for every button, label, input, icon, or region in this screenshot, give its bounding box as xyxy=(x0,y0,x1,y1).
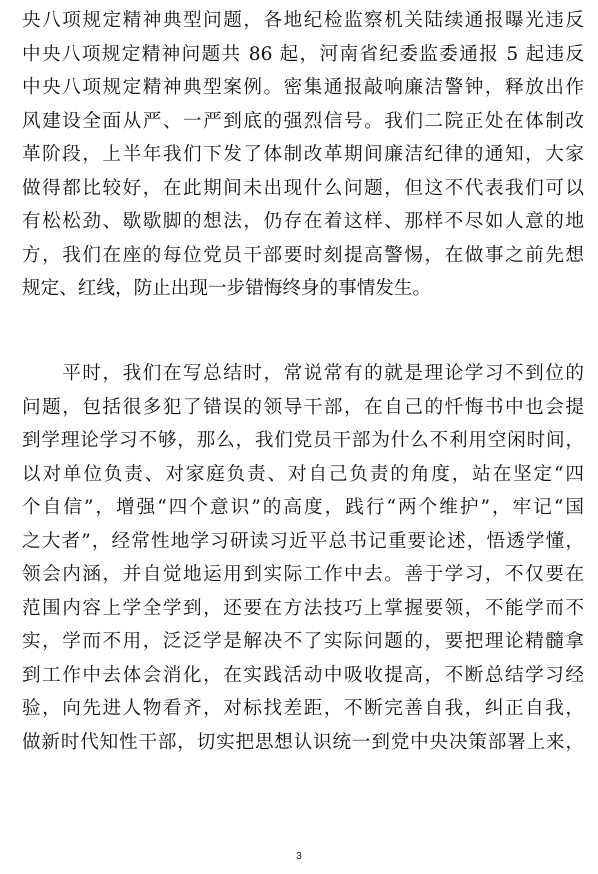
text-line: 中央八项规定精神问题共 86 起，河南省纪委监委通报 5 起违反 xyxy=(22,43,584,65)
text-line: 到学理论学习不够，那么，我们党员干部为什么不利用空闲时间， xyxy=(22,430,584,451)
text-line: 革阶段，上半年我们下发了体制改革期间廉洁纪律的通知，大家 xyxy=(22,144,584,165)
text-line: 问题，包括很多犯了错误的领导干部，在自己的忏悔书中也会提 xyxy=(22,396,584,418)
text-line: 风建设全面从严、一严到底的强烈信号。我们二院正处在体制改 xyxy=(22,110,584,132)
text-line: 中央八项规定精神典型案例。密集通报敲响廉洁警钟，释放出作 xyxy=(22,77,584,98)
text-line: 到工作中去体会消化，在实践活动中吸收提高，不断总结学习经 xyxy=(22,664,584,686)
text-line: 以对单位负责、对家庭负责、对自己负责的角度，站在坚定“四 xyxy=(22,463,584,485)
text-line: 做得都比较好，在此期间未出现什么问题，但这不代表我们可以 xyxy=(22,177,584,199)
text-line: 有松松劲、歇歇脚的想法，仍存在着这样、那样不尽如人意的地 xyxy=(22,211,584,232)
text-line: 平时，我们在写总结时，常说常有的就是理论学习不到位的 xyxy=(22,363,584,384)
text-line: 之大者”，经常性地学习研读习近平总书记重要论述，悟透学懂， xyxy=(22,530,584,552)
text-line: 领会内涵，并自觉地运用到实际工作中去。善于学习，不仅要在 xyxy=(22,564,584,585)
text-line: 央八项规定精神典型问题，各地纪检监察机关陆续通报曝光违反 xyxy=(22,10,584,31)
text-line: 规定、红线，防止出现一步错悔终身的事情发生。 xyxy=(22,278,432,299)
text-line: 实，学而不用，泛泛学是解决不了实际问题的，要把理论精髓拿 xyxy=(22,631,584,652)
text-line: 范围内容上学全学到，还要在方法技巧上掌握要领，不能学而不 xyxy=(22,597,584,619)
text-line: 验，向先进人物看齐，对标找差距，不断完善自我，纠正自我， xyxy=(22,698,584,719)
page-number: 3 xyxy=(296,851,302,862)
text-line: 方，我们在座的每位党员干部要时刻提高警惕，在做事之前先想 xyxy=(22,244,584,266)
text-line: 个自信”，增强“四个意识”的高度，践行“两个维护”，牢记“国 xyxy=(22,497,584,518)
paragraph-1 xyxy=(22,4,584,306)
text-line: 做新时代知性干部，切实把思想认识统一到党中央决策部署上来， xyxy=(22,731,584,753)
paragraph-2 xyxy=(22,357,584,759)
